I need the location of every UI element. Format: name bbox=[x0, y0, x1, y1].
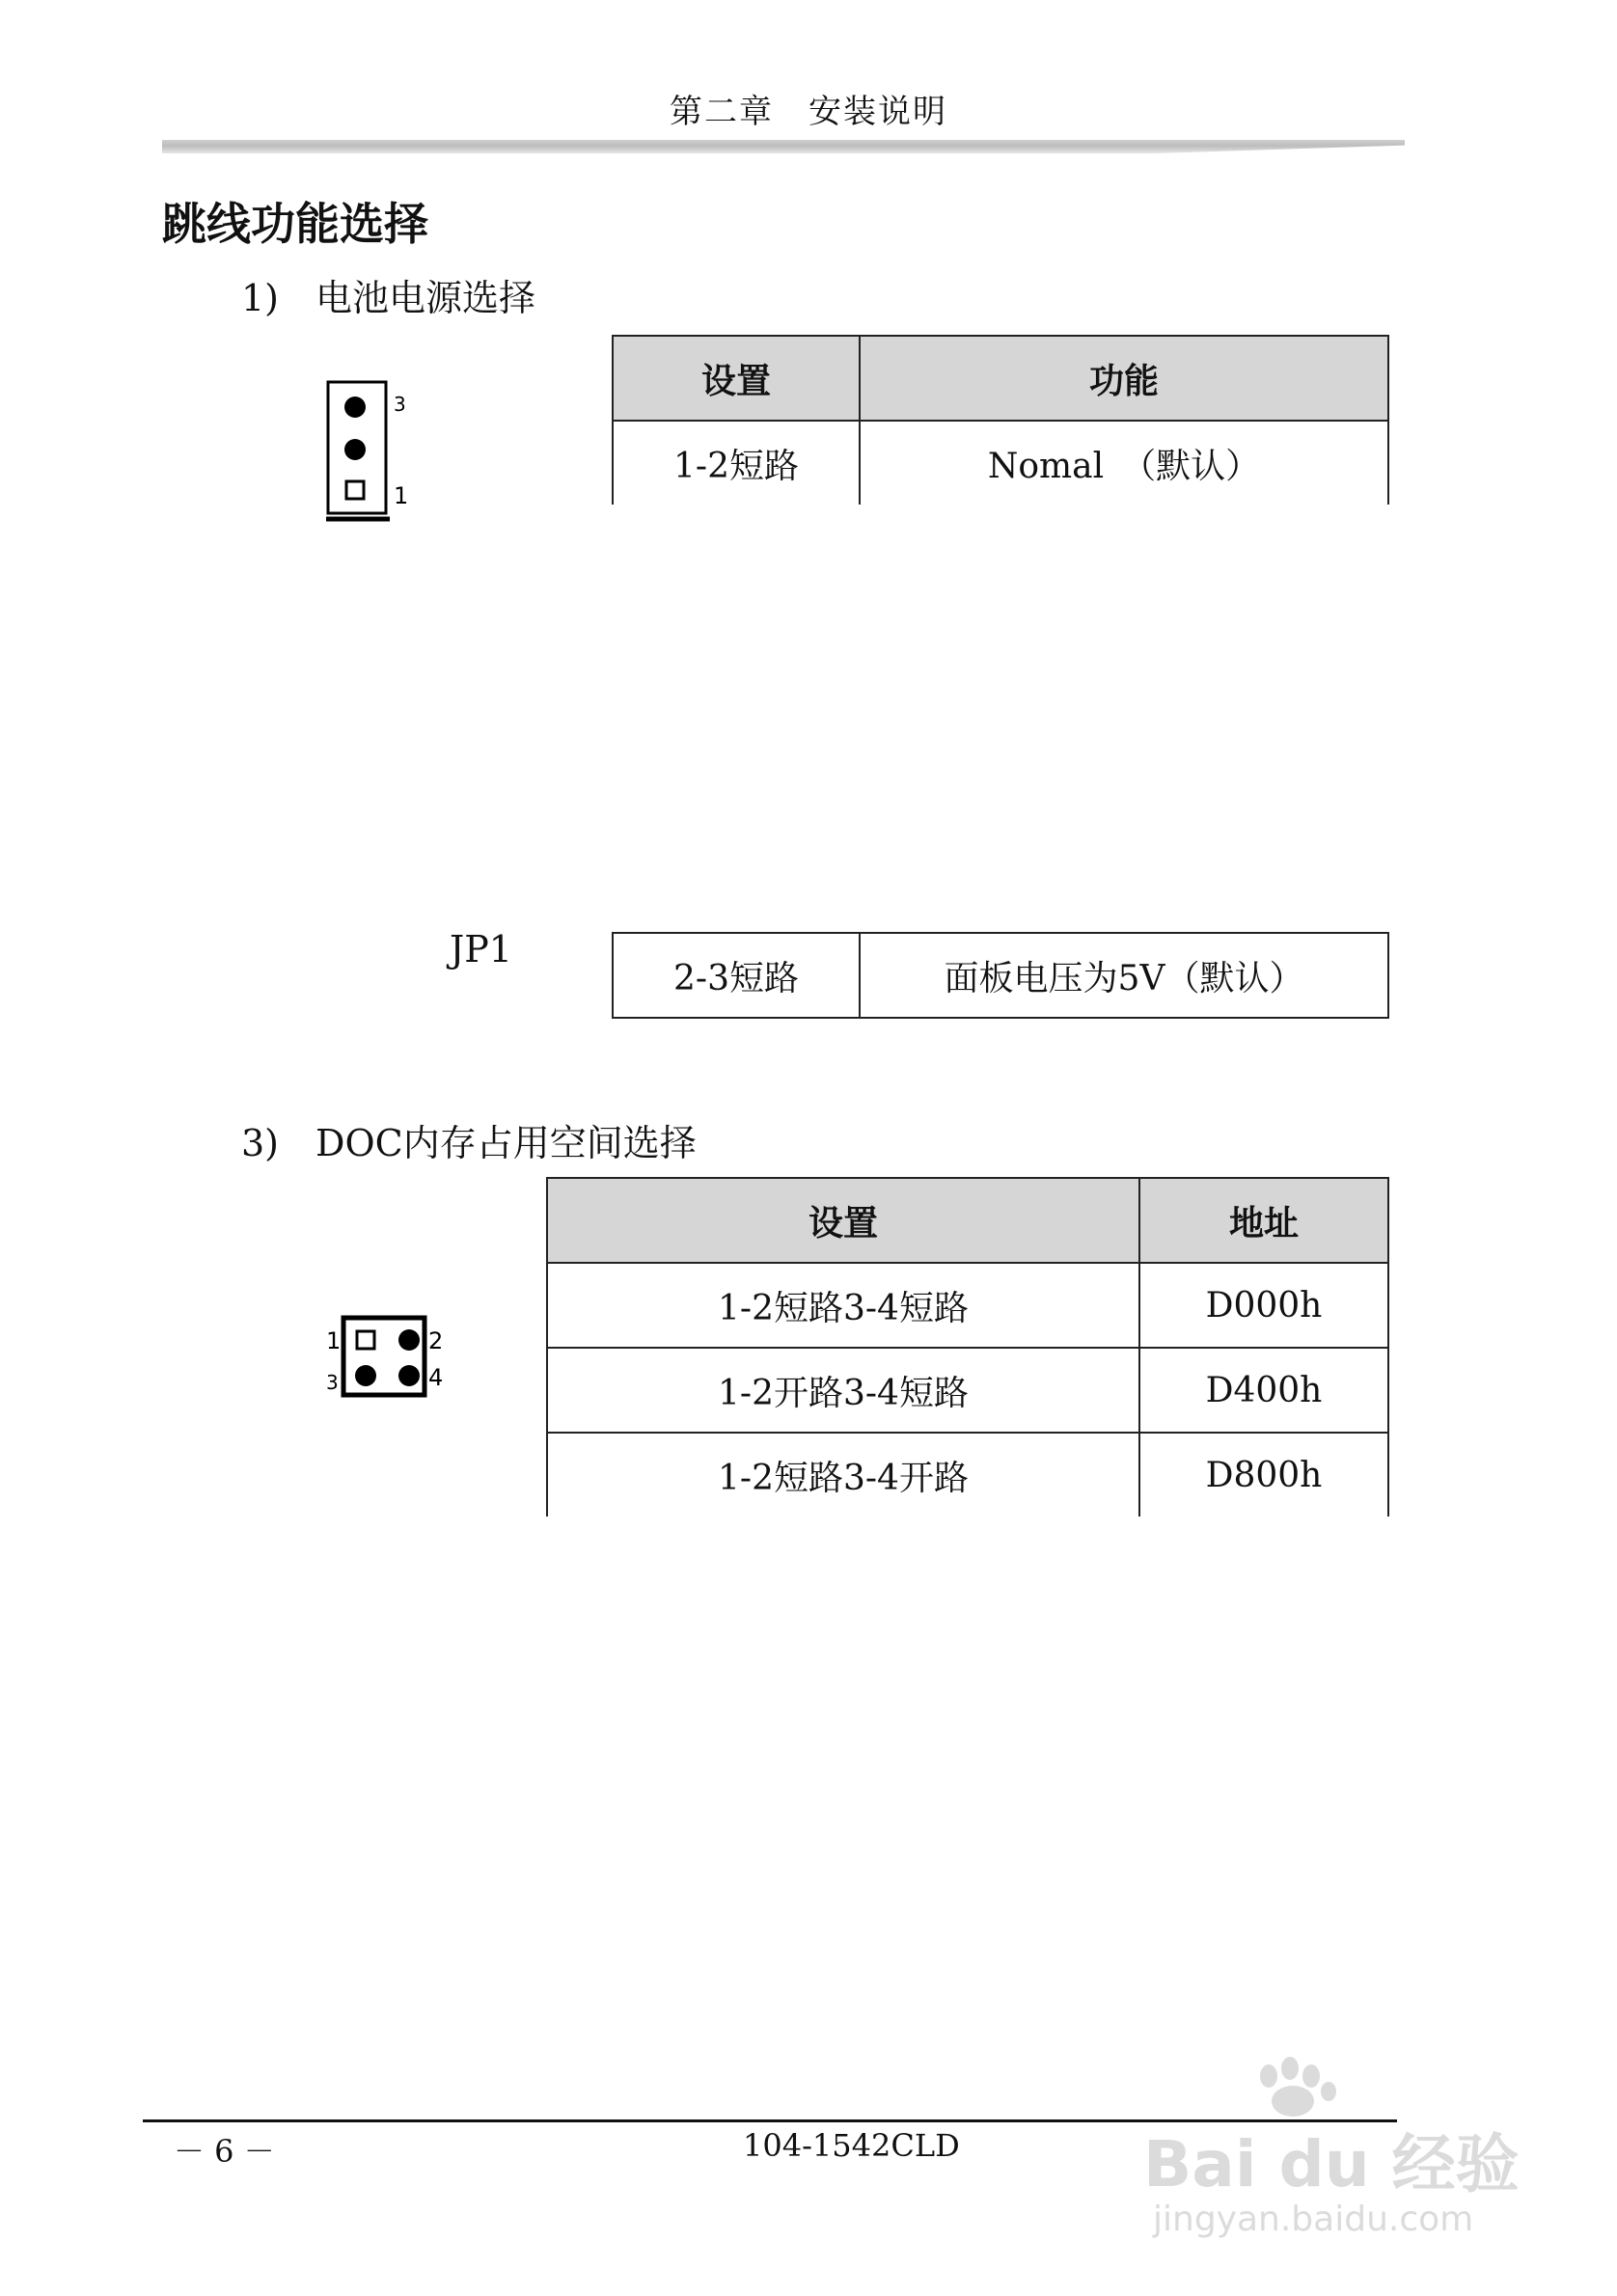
pin-label-3: 3 bbox=[394, 393, 406, 416]
page-number: － 6 － bbox=[174, 2133, 275, 2170]
table-cell: 1-2短路 bbox=[613, 421, 860, 505]
jp1-label: JP1 bbox=[450, 928, 512, 970]
pin-label-4: 4 bbox=[428, 1364, 444, 1391]
battery-header-setting: 设置 bbox=[613, 336, 860, 421]
baidu-watermark bbox=[1143, 2055, 1529, 2248]
pin-2 bbox=[344, 439, 366, 460]
table-row bbox=[547, 1348, 1388, 1433]
pin-1-square bbox=[357, 1331, 374, 1349]
doc-jumper-diagram bbox=[322, 1308, 457, 1405]
table-cell: 1-2开路3-4短路 bbox=[547, 1348, 1139, 1433]
table-row bbox=[547, 1263, 1388, 1348]
doc-heading: 3) DOC内存占用空间选择 bbox=[241, 1122, 697, 1164]
header-rule bbox=[162, 140, 1405, 153]
section-title: 跳线功能选择 bbox=[162, 198, 428, 250]
battery-table bbox=[612, 335, 1389, 505]
battery-header-function: 功能 bbox=[860, 336, 1388, 421]
pin-label-1: 1 bbox=[326, 1327, 342, 1354]
doc-header-setting: 设置 bbox=[547, 1178, 1139, 1263]
table-cell: D800h bbox=[1139, 1433, 1388, 1517]
pin-label-3: 3 bbox=[326, 1371, 339, 1394]
battery-heading: 1) 电池电源选择 bbox=[241, 277, 536, 319]
pin-4 bbox=[398, 1365, 420, 1386]
pin-1-square bbox=[346, 481, 364, 499]
watermark-url: jingyan.baidu.com bbox=[1153, 2200, 1474, 2239]
pin-2 bbox=[398, 1329, 420, 1351]
pin-label-1: 1 bbox=[394, 482, 409, 509]
table-cell: D000h bbox=[1139, 1263, 1388, 1348]
panel-table bbox=[612, 932, 1389, 1019]
pin-label-2: 2 bbox=[428, 1327, 444, 1354]
table-cell: 1-2短路3-4短路 bbox=[547, 1263, 1139, 1348]
table-cell: 1-2短路3-4开路 bbox=[547, 1433, 1139, 1517]
document-code: 104-1542CLD bbox=[743, 2127, 960, 2164]
doc-header-address: 地址 bbox=[1139, 1178, 1388, 1263]
pin-3 bbox=[344, 396, 366, 418]
watermark-brand: Bai du 经验 bbox=[1143, 2127, 1520, 2201]
pin-3 bbox=[355, 1365, 376, 1386]
battery-jumper-diagram bbox=[318, 378, 415, 533]
chapter-header: 第二章 安装说明 bbox=[670, 93, 947, 131]
table-cell: Nomal （默认） bbox=[860, 421, 1388, 505]
doc-table bbox=[546, 1177, 1389, 1517]
table-cell: D400h bbox=[1139, 1348, 1388, 1433]
table-cell: 面板电压为5V（默认） bbox=[860, 933, 1388, 1018]
table-row bbox=[547, 1433, 1388, 1517]
table-cell: 2-3短路 bbox=[613, 933, 860, 1018]
